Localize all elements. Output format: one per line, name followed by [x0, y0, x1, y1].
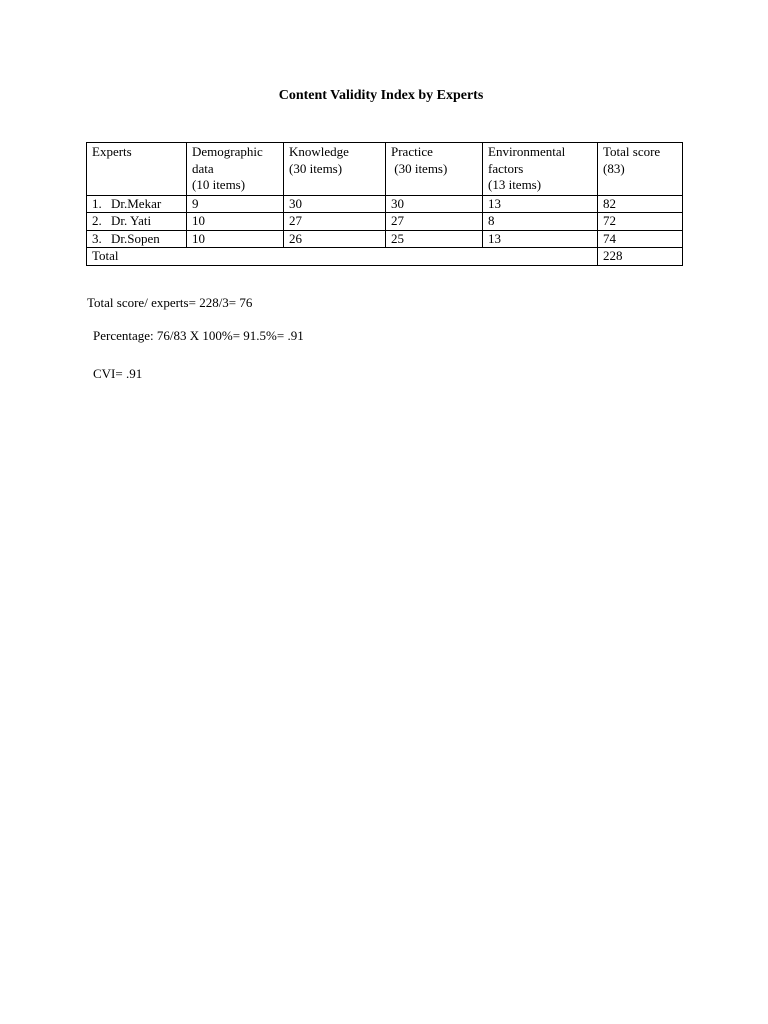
header-demographic — [187, 143, 284, 196]
demographic-cell: 10 — [187, 230, 284, 248]
header-line: Experts — [92, 144, 132, 159]
knowledge-cell: 27 — [284, 213, 386, 231]
row-number: 2. — [92, 213, 102, 228]
header-line: Environmental — [488, 144, 566, 159]
total-value: 228 — [598, 248, 683, 266]
expert-cell — [87, 213, 187, 231]
demographic-cell: 9 — [187, 195, 284, 213]
document-title: Content Validity Index by Experts — [278, 88, 484, 103]
header-total-score — [598, 143, 683, 196]
table-row — [87, 195, 683, 213]
practice-cell: 25 — [386, 230, 483, 248]
header-environmental — [483, 143, 598, 196]
header-line: (30 items) — [289, 160, 343, 176]
environmental-cell: 13 — [483, 230, 598, 248]
header-knowledge — [284, 143, 386, 196]
header-line: Practice — [391, 144, 433, 159]
environmental-cell: 8 — [483, 213, 598, 231]
knowledge-cell: 30 — [284, 195, 386, 213]
cvi-text: CVI= .91 — [93, 366, 143, 381]
cvi-table — [86, 142, 683, 266]
percentage-text: Percentage: 76/83 X 100%= 91.5%= .91 — [93, 328, 304, 343]
header-practice — [386, 143, 483, 196]
header-line: data — [192, 160, 214, 176]
header-line: Total score — [603, 144, 661, 159]
row-number: 3. — [92, 230, 102, 246]
practice-cell: 30 — [386, 195, 483, 213]
header-line: Knowledge — [289, 144, 349, 159]
score-per-expert-text: Total score/ experts= 228/3= 76 — [87, 295, 253, 310]
header-experts — [87, 143, 187, 196]
total-label: Total — [87, 248, 598, 266]
expert-cell — [87, 195, 187, 213]
header-line: (30 items) — [391, 160, 448, 176]
practice-cell: 27 — [386, 213, 483, 231]
expert-name: Dr. Yati — [111, 213, 152, 228]
header-line: (83) — [603, 160, 625, 176]
environmental-cell: 13 — [483, 195, 598, 213]
row-number: 1. — [92, 195, 102, 211]
expert-cell — [87, 230, 187, 248]
table-header-row — [87, 143, 683, 196]
expert-name: Dr.Mekar — [111, 195, 162, 211]
demographic-cell: 10 — [187, 213, 284, 231]
header-line: (13 items) — [488, 177, 542, 192]
header-line: factors — [488, 160, 524, 176]
expert-name: Dr.Sopen — [111, 230, 160, 246]
table-total-row — [87, 248, 683, 266]
table-row — [87, 230, 683, 248]
total-cell: 82 — [598, 195, 683, 213]
table-row — [87, 213, 683, 231]
header-line: (10 items) — [192, 177, 246, 192]
total-cell: 72 — [598, 213, 683, 231]
total-cell: 74 — [598, 230, 683, 248]
knowledge-cell: 26 — [284, 230, 386, 248]
header-line: Demographic — [192, 144, 263, 159]
